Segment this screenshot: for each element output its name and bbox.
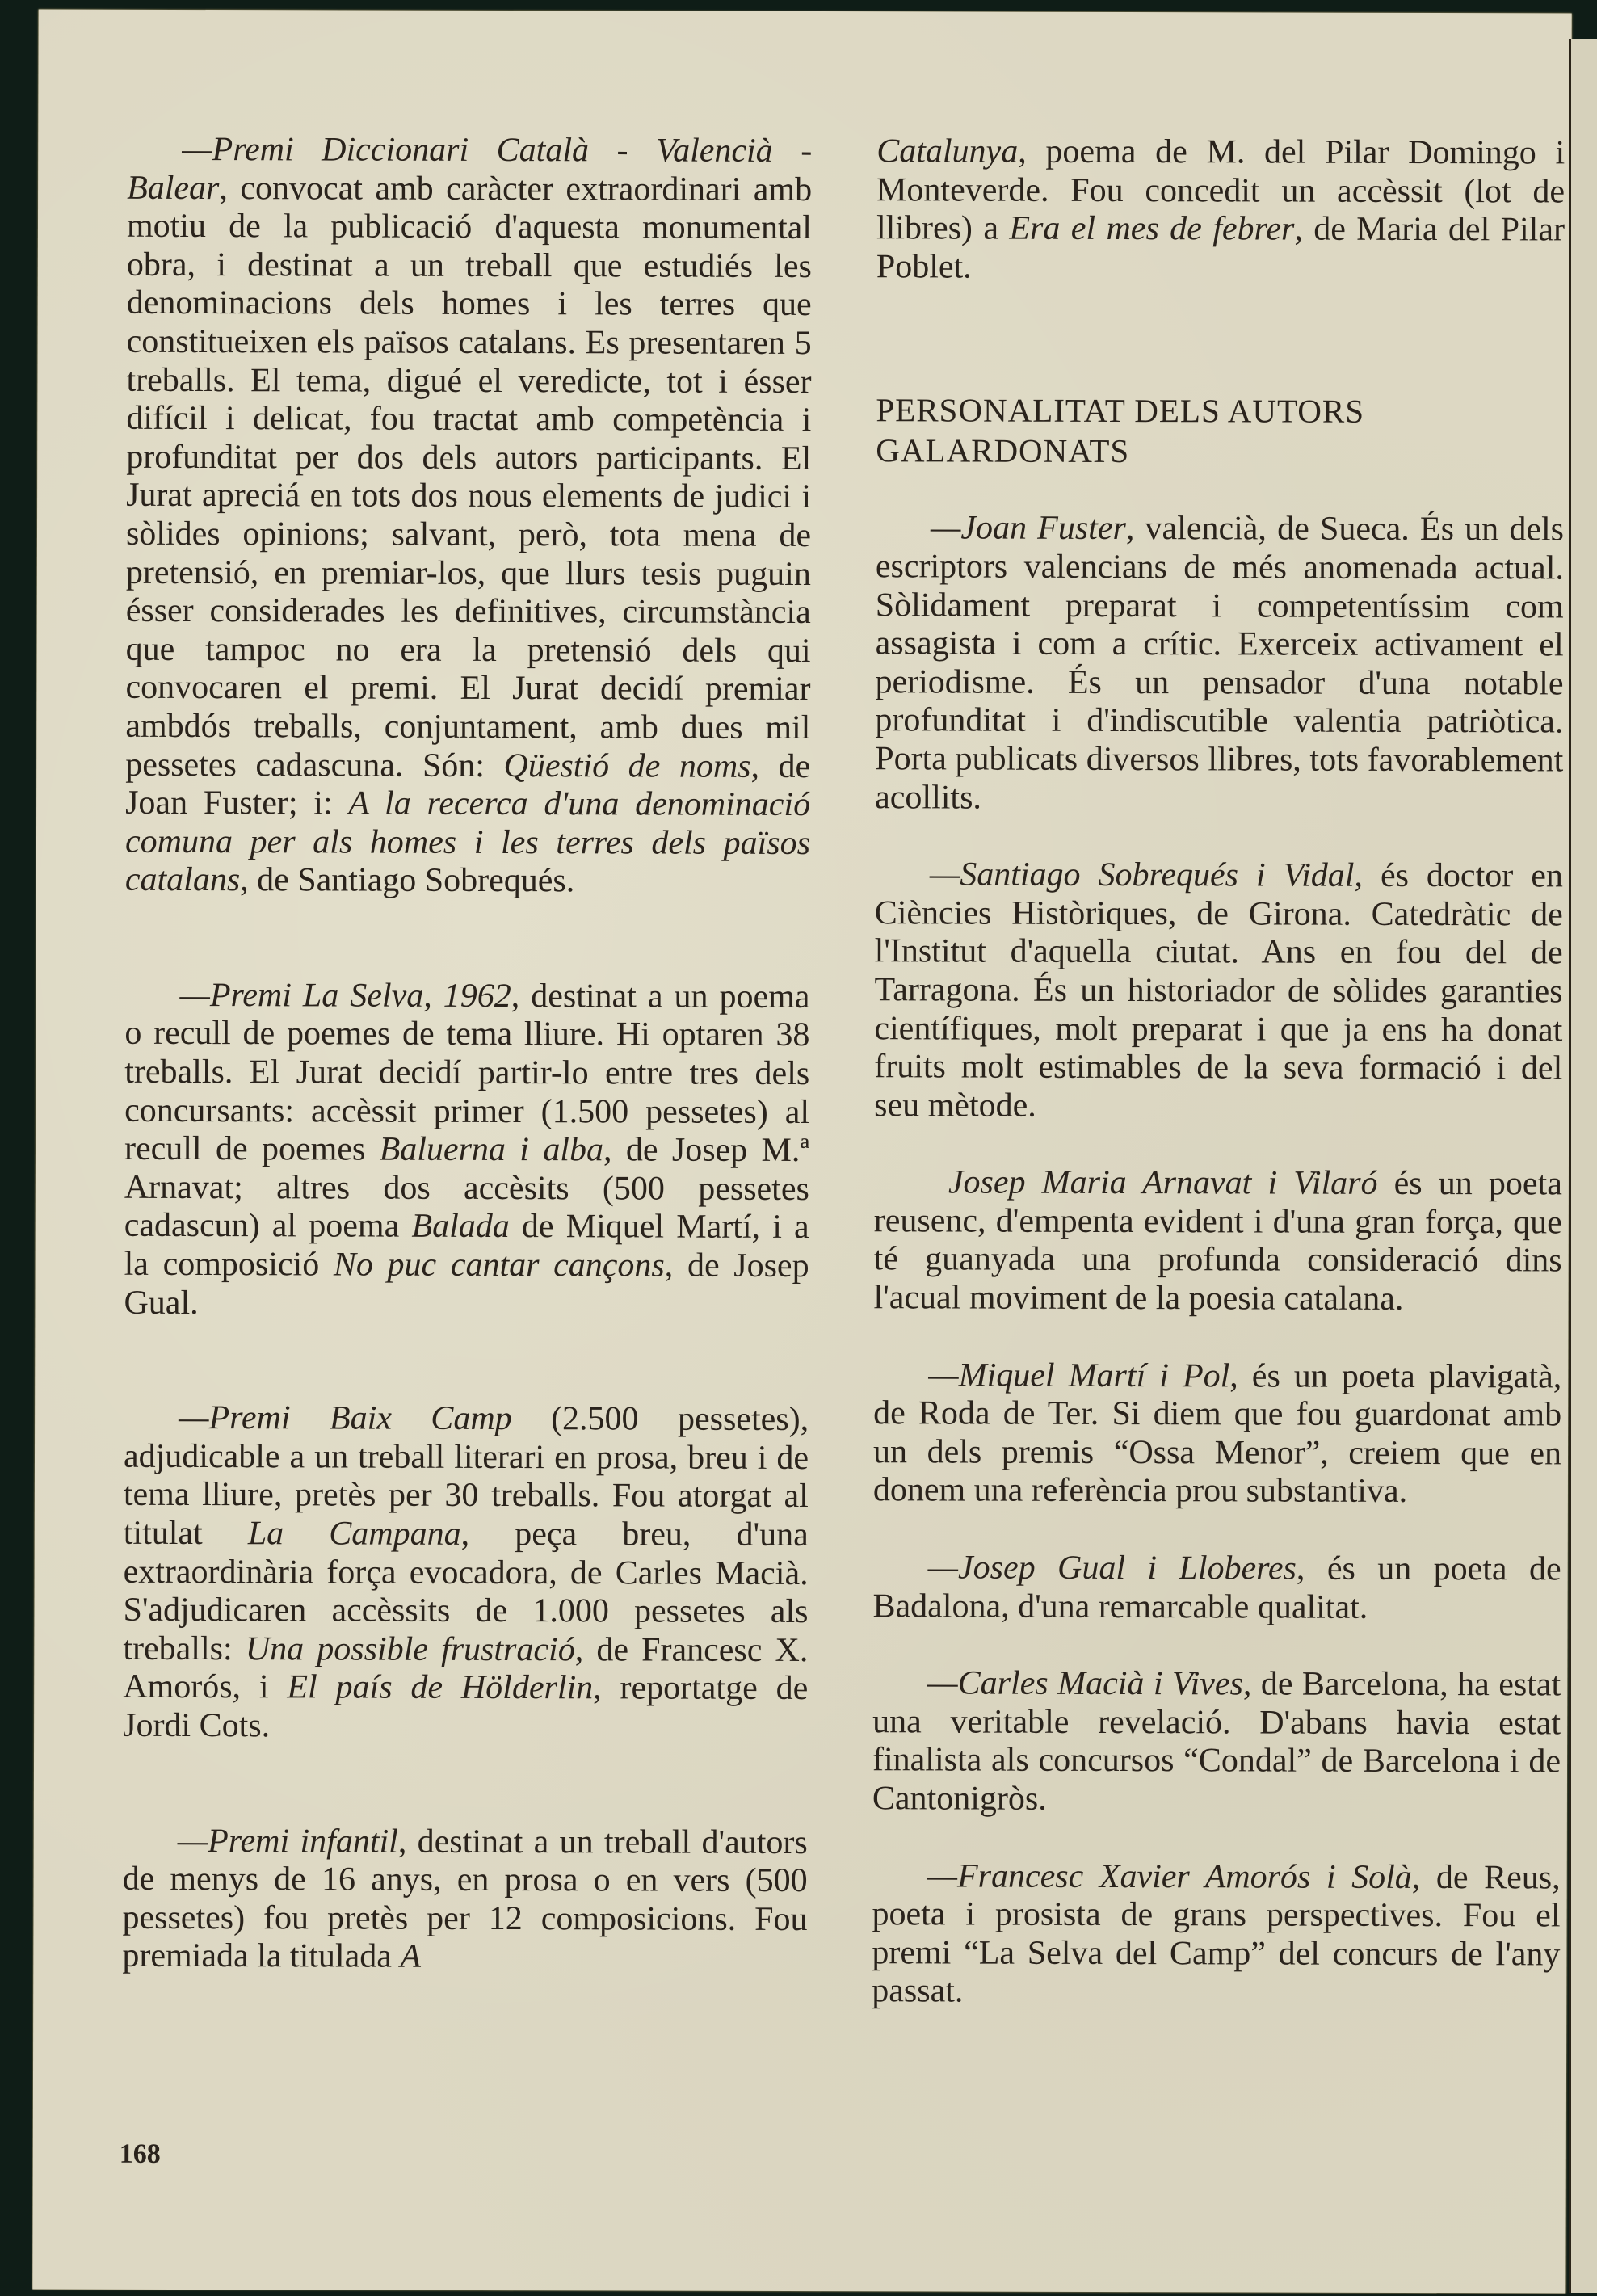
author-name: —Josep Gual i Lloberes — [927, 1549, 1297, 1587]
work-title: A — [400, 1938, 422, 1976]
author-santiago-sobreques: —Santiago Sobrequés i Vidal, és doctor en Ciències Històriques, de Girona. Catedràtic de l'Institut d'aquella ciutat. Ans en fou del de Tarragona. És un historiador de sòlides garanties científiques, molt preparat i que ja ens ha donat fruits molt estimables de la seva formació i del seu mètode. — [874, 856, 1563, 1125]
author-name: Josep Maria Arnavat i Vilaró — [948, 1163, 1378, 1203]
work-title: A la recerca d'una denominació comuna per als homes i les terres dels països catalans — [124, 784, 811, 899]
paragraph-premi-la-selva: —Premi La Selva, 1962, destinat a un poema o recull de poemes de tema lliure. Hi optaren 38 treballs. El Jurat decidí partir-lo entre tres dels concursants: accèssit primer (1.500 pessetes) al recull de poemes Baluerna i alba, de Josep M.ª Arnavat; altres dos accèsits (500 pessetes cadascun) al poema Balada de Miquel Martí, i a la composició No puc cantar cançons, de Josep Gual. — [124, 976, 810, 1322]
work-title: No puc cantar cançons — [333, 1246, 665, 1285]
prize-title: —Premi infantil — [177, 1822, 398, 1861]
author-francesc-xavier-amoros: —Francesc Xavier Amorós i Solà, de Reus, poeta i prosista de grans perspectives. Fou el premi “La Selva del Camp” del concurs de l'any passat. — [872, 1857, 1561, 2010]
section-heading: PERSONALITAT DELS AUTORS GALARDONATS — [876, 391, 1365, 470]
author-joan-fuster: —Joan Fuster, valencià, de Sueca. És un dels escriptors valencians de més anomenada actual. Sòlidament preparat i competentíssim com assagista i com a crític. Exerceix activament el periodisme. És un pensador d'una notable profunditat i d'indiscutible valentia patriòtica. Porta publicats diversos llibres, tots favorablement acollits. — [875, 509, 1565, 817]
author-name: —Miquel Martí i Pol — [928, 1356, 1230, 1395]
work-title: El país de Hölderlin — [287, 1668, 594, 1707]
next-page-edge — [1569, 39, 1597, 2293]
magazine-page — [32, 10, 1571, 2294]
author-name: —Joan Fuster — [930, 509, 1126, 548]
paragraph-premi-diccionari: —Premi Diccionari Català - Valencià - Balear, convocat amb caràcter extraordinari amb motiu de la publicació d'aquesta monumental obra, i destinat a un treball que estudiés les denominacions dels homes i les terres que constitueixen els països catalans. Es presentaren 5 treballs. El tema, digué el veredicte, tot i ésser difícil i delicat, fou tractat amb competència i profunditat per dos dels autors participants. El Jurat apreciá en tots dos nous elements de judici i sòlides opinions; salvant, però, tota mena de pretensió, en premiar-los, que llurs tesis puguin ésser considerades les definitives, circumstància que tampoc no era la pretensió dels qui convocaren el premi. El Jurat decidí premiar ambdós treballs, conjuntament, amb dues mil pessetes cadascuna. Són: Qüestió de noms, de Joan Fuster; i: A la recerca d'una denominació comuna per als homes i les terres dels països catalans, de Santiago Sobrequés. — [124, 130, 813, 900]
work-title: Balada — [411, 1208, 510, 1246]
work-title: Baluerna i alba — [379, 1130, 604, 1169]
work-title: Qüestió de noms — [503, 746, 751, 785]
paragraph-premi-baix-camp: —Premi Baix Camp (2.500 pessetes), adjudicable a un treball literari en prosa, breu i de tema lliure, pretès per 30 treballs. Fou atorgat al titulat La Campana, peça breu, d'una extraordinària força evocadora, de Carles Macià. S'adjudicaren accèssits de 1.000 pessetes als treballs: Una possible frustració, de Francesc X. Amorós, i El país de Hölderlin, reportatge de Jordi Cots. — [123, 1399, 809, 1745]
prize-title: —Premi Baix Camp — [179, 1399, 512, 1438]
author-josep-gual: —Josep Gual i Lloberes, és un poeta de Badalona, d'una remarcable qualitat. — [872, 1549, 1561, 1626]
right-column — [872, 132, 1565, 2012]
author-josep-maria-arnavat: Josep Maria Arnavat i Vilaró és un poeta reusenc, d'empenta evident i d'una gran força, que té guanyada una profunda consideració dins l'acual moviment de la poesia catalana. — [873, 1163, 1562, 1318]
prize-title: —Premi La Selva, 1962 — [179, 976, 511, 1015]
paragraph-premi-infantil: —Premi infantil, destinat a un treball d'autors de menys de 16 anys, en prosa o en vers (500 pessetes) fou pretès per 12 composicions. Fou premiada la titulada A — [122, 1822, 808, 1976]
work-title: Catalunya — [876, 132, 1019, 170]
author-name: —Francesc Xavier Amorós i Solà — [927, 1857, 1412, 1896]
prize-title: —Premi Diccionari Català - Valencià - Balear — [127, 130, 813, 207]
author-name: —Santiago Sobrequés i Vidal — [929, 856, 1355, 894]
author-miquel-marti: —Miquel Martí i Pol, és un poeta plavigatà, de Roda de Ter. Si diem que fou guardonat amb un dels premis “Ossa Menor”, creiem que en donem una referència prou substantiva. — [872, 1356, 1562, 1511]
page-number: 168 — [119, 2138, 161, 2169]
work-title: Era el mes de febrer — [1009, 209, 1295, 248]
left-column — [122, 131, 812, 1978]
paragraph-continuation: Catalunya, poema de M. del Pilar Domingo i Monteverde. Fou concedit un accèssit (lot de llibres) a Era el mes de febrer, de Maria del Pilar Poblet. — [876, 132, 1565, 286]
work-title: Una possible frustració — [245, 1629, 575, 1669]
author-carles-macia: —Carles Macià i Vives, de Barcelona, ha estat una veritable revelació. D'abans havia estat finalista als concursos “Condal” de Barcelona i de Cantonigròs. — [872, 1664, 1561, 1818]
author-name: —Carles Macià i Vives — [927, 1664, 1243, 1703]
work-title: La Campana — [247, 1515, 461, 1553]
